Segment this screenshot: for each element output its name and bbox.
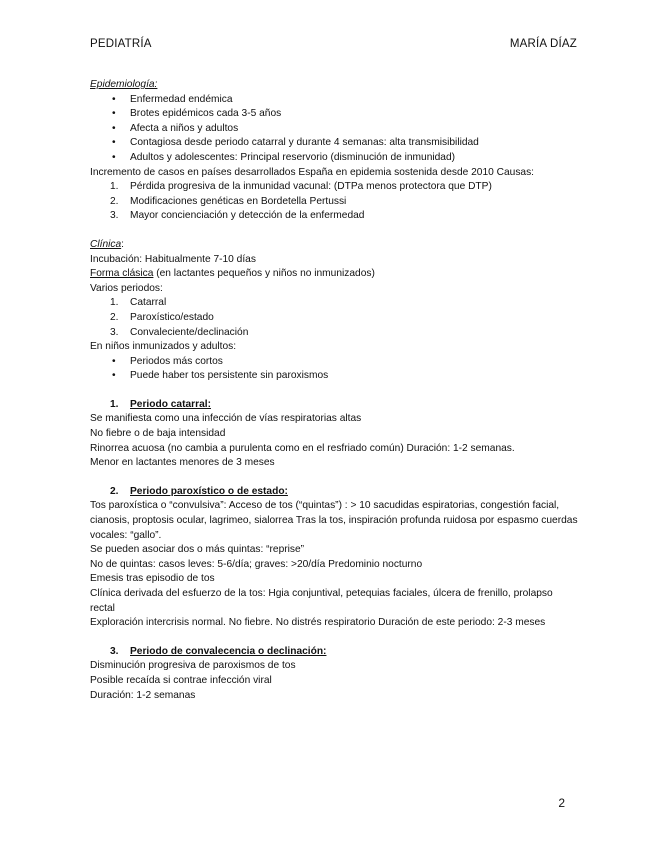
header-right: MARÍA DÍAZ [509,38,577,50]
text-line: No fiebre o de baja intensidad [90,428,226,440]
list-item: 2. Paroxístico/estado [110,311,214,323]
section-heading: 2. Periodo paroxístico o de estado: [110,485,288,497]
text-line: No de quintas: casos leves: 5-6/día; graves: >20/día Predominio nocturno [90,558,423,570]
list-item: 2. Modificaciones genéticas en Bordetella Pertussi [110,195,347,207]
bullet-icon: • [112,108,116,120]
forma-clasica-rest: (en lactantes pequeños y niños no inmunizados) [153,268,375,280]
text-paragraph: Clínica derivada del esfuerzo de la tos: Hgia conjuntival, petequias faciales, úlcera de frenillo, prolapso rectal [90,588,553,614]
text-line: Rinorrea acuosa (no cambia a purulenta como en el resfriado común) Duración: 1-2 semanas. [90,442,515,454]
text-paragraph: Tos paroxística o “convulsiva”: Acceso de tos (“quintas”) : > 10 sacudidas espiratorias, congestión facial, cianosis, proptosis ocular, lagrimeo, sialorrea Tras la tos, inspiración profunda ruidosa por espasmo cuerdas vocales: “gallo”. [90,500,578,541]
page-number: 2 [558,796,565,810]
incremento-text: Incremento de casos en países desarrollados España en epidemia sostenida desde 2010 Causas: [90,166,535,178]
list-item: 3. Mayor concienciación y detección de la enfermedad [110,210,365,222]
text-paragraph: Exploración intercrisis normal. No fiebre. No distrés respiratorio Duración de este periodo: 2-3 meses [90,617,546,629]
section-heading: 1. Periodo catarral: [110,398,211,410]
section-title: Periodo paroxístico o de estado: [130,485,288,497]
clinica-colon: : [121,238,124,250]
incubacion-text: Incubación: Habitualmente 7-10 días [90,253,256,265]
list-item: 1. Pérdida progresiva de la inmunidad vacunal: (DTPa menos protectora que DTP) [110,181,492,193]
bullet-icon: • [112,122,116,134]
list-item: 3. Convaleciente/declinación [110,326,249,338]
bullet-text: Puede haber tos persistente sin paroxismos [130,370,329,382]
list-item [90,122,580,137]
varios-periodos: Varios periodos: [90,282,163,294]
causa-text: Pérdida progresiva de la inmunidad vacunal: (DTPa menos protectora que DTP) [130,181,492,193]
section-title: Periodo de convalecencia o declinación: [130,645,327,657]
document-body [90,78,580,703]
bullet-text: Enfermedad endémica [130,93,233,105]
bullet-icon: • [112,355,116,367]
bullet-text: Contagiosa desde periodo catarral y durante 4 semanas: alta transmisibilidad [130,137,479,149]
causa-text: Mayor concienciación y detección de la enfermedad [130,210,365,222]
text-line: Duración: 1-2 semanas [90,689,196,701]
periodo-text: Convaleciente/declinación [130,326,249,338]
epidemiologia-title: Epidemiología: [90,79,158,90]
bullet-text: Adultos y adolescentes: Principal reservorio (disminución de inmunidad) [130,151,456,163]
text-line: Posible recaída si contrae infección viral [90,674,272,686]
list-item [90,151,580,166]
list-item [90,93,580,108]
clinica-title: Clínica [90,238,122,250]
bullet-icon: • [112,93,116,105]
list-item [90,107,580,122]
bullet-text: Periodos más cortos [130,355,223,367]
text-line: Se manifiesta como una infección de vías respiratorias altas [90,413,362,425]
bullet-icon: • [112,370,116,382]
text-line: Se pueden asociar dos o más quintas: “reprise” [90,544,305,556]
header-left: PEDIATRÍA [90,38,152,50]
forma-clasica-label: Forma clásica [90,268,154,280]
list-item [90,136,580,151]
text-line: Menor en lactantes menores de 3 meses [90,457,275,469]
bullet-text: Brotes epidémicos cada 3-5 años [130,108,282,120]
section-heading: 3. Periodo de convalecencia o declinación: [110,645,327,657]
causa-text: Modificaciones genéticas en Bordetella Pertussi [130,195,347,207]
periodo-text: Catarral [130,297,167,309]
list-item [90,369,580,384]
section-title: Periodo catarral: [130,398,211,410]
bullet-icon: • [112,137,116,149]
bullet-icon: • [112,151,116,163]
text-line: Disminución progresiva de paroxismos de tos [90,660,296,672]
forma-clasica [90,267,580,282]
list-item [90,355,580,370]
list-item: 1. Catarral [110,297,167,309]
bullet-text: Afecta a niños y adultos [130,122,239,134]
clinica-heading [90,238,580,253]
ninos-text: En niños inmunizados y adultos: [90,341,237,353]
periodo-text: Paroxístico/estado [130,311,214,323]
text-line: Emesis tras episodio de tos [90,573,215,585]
